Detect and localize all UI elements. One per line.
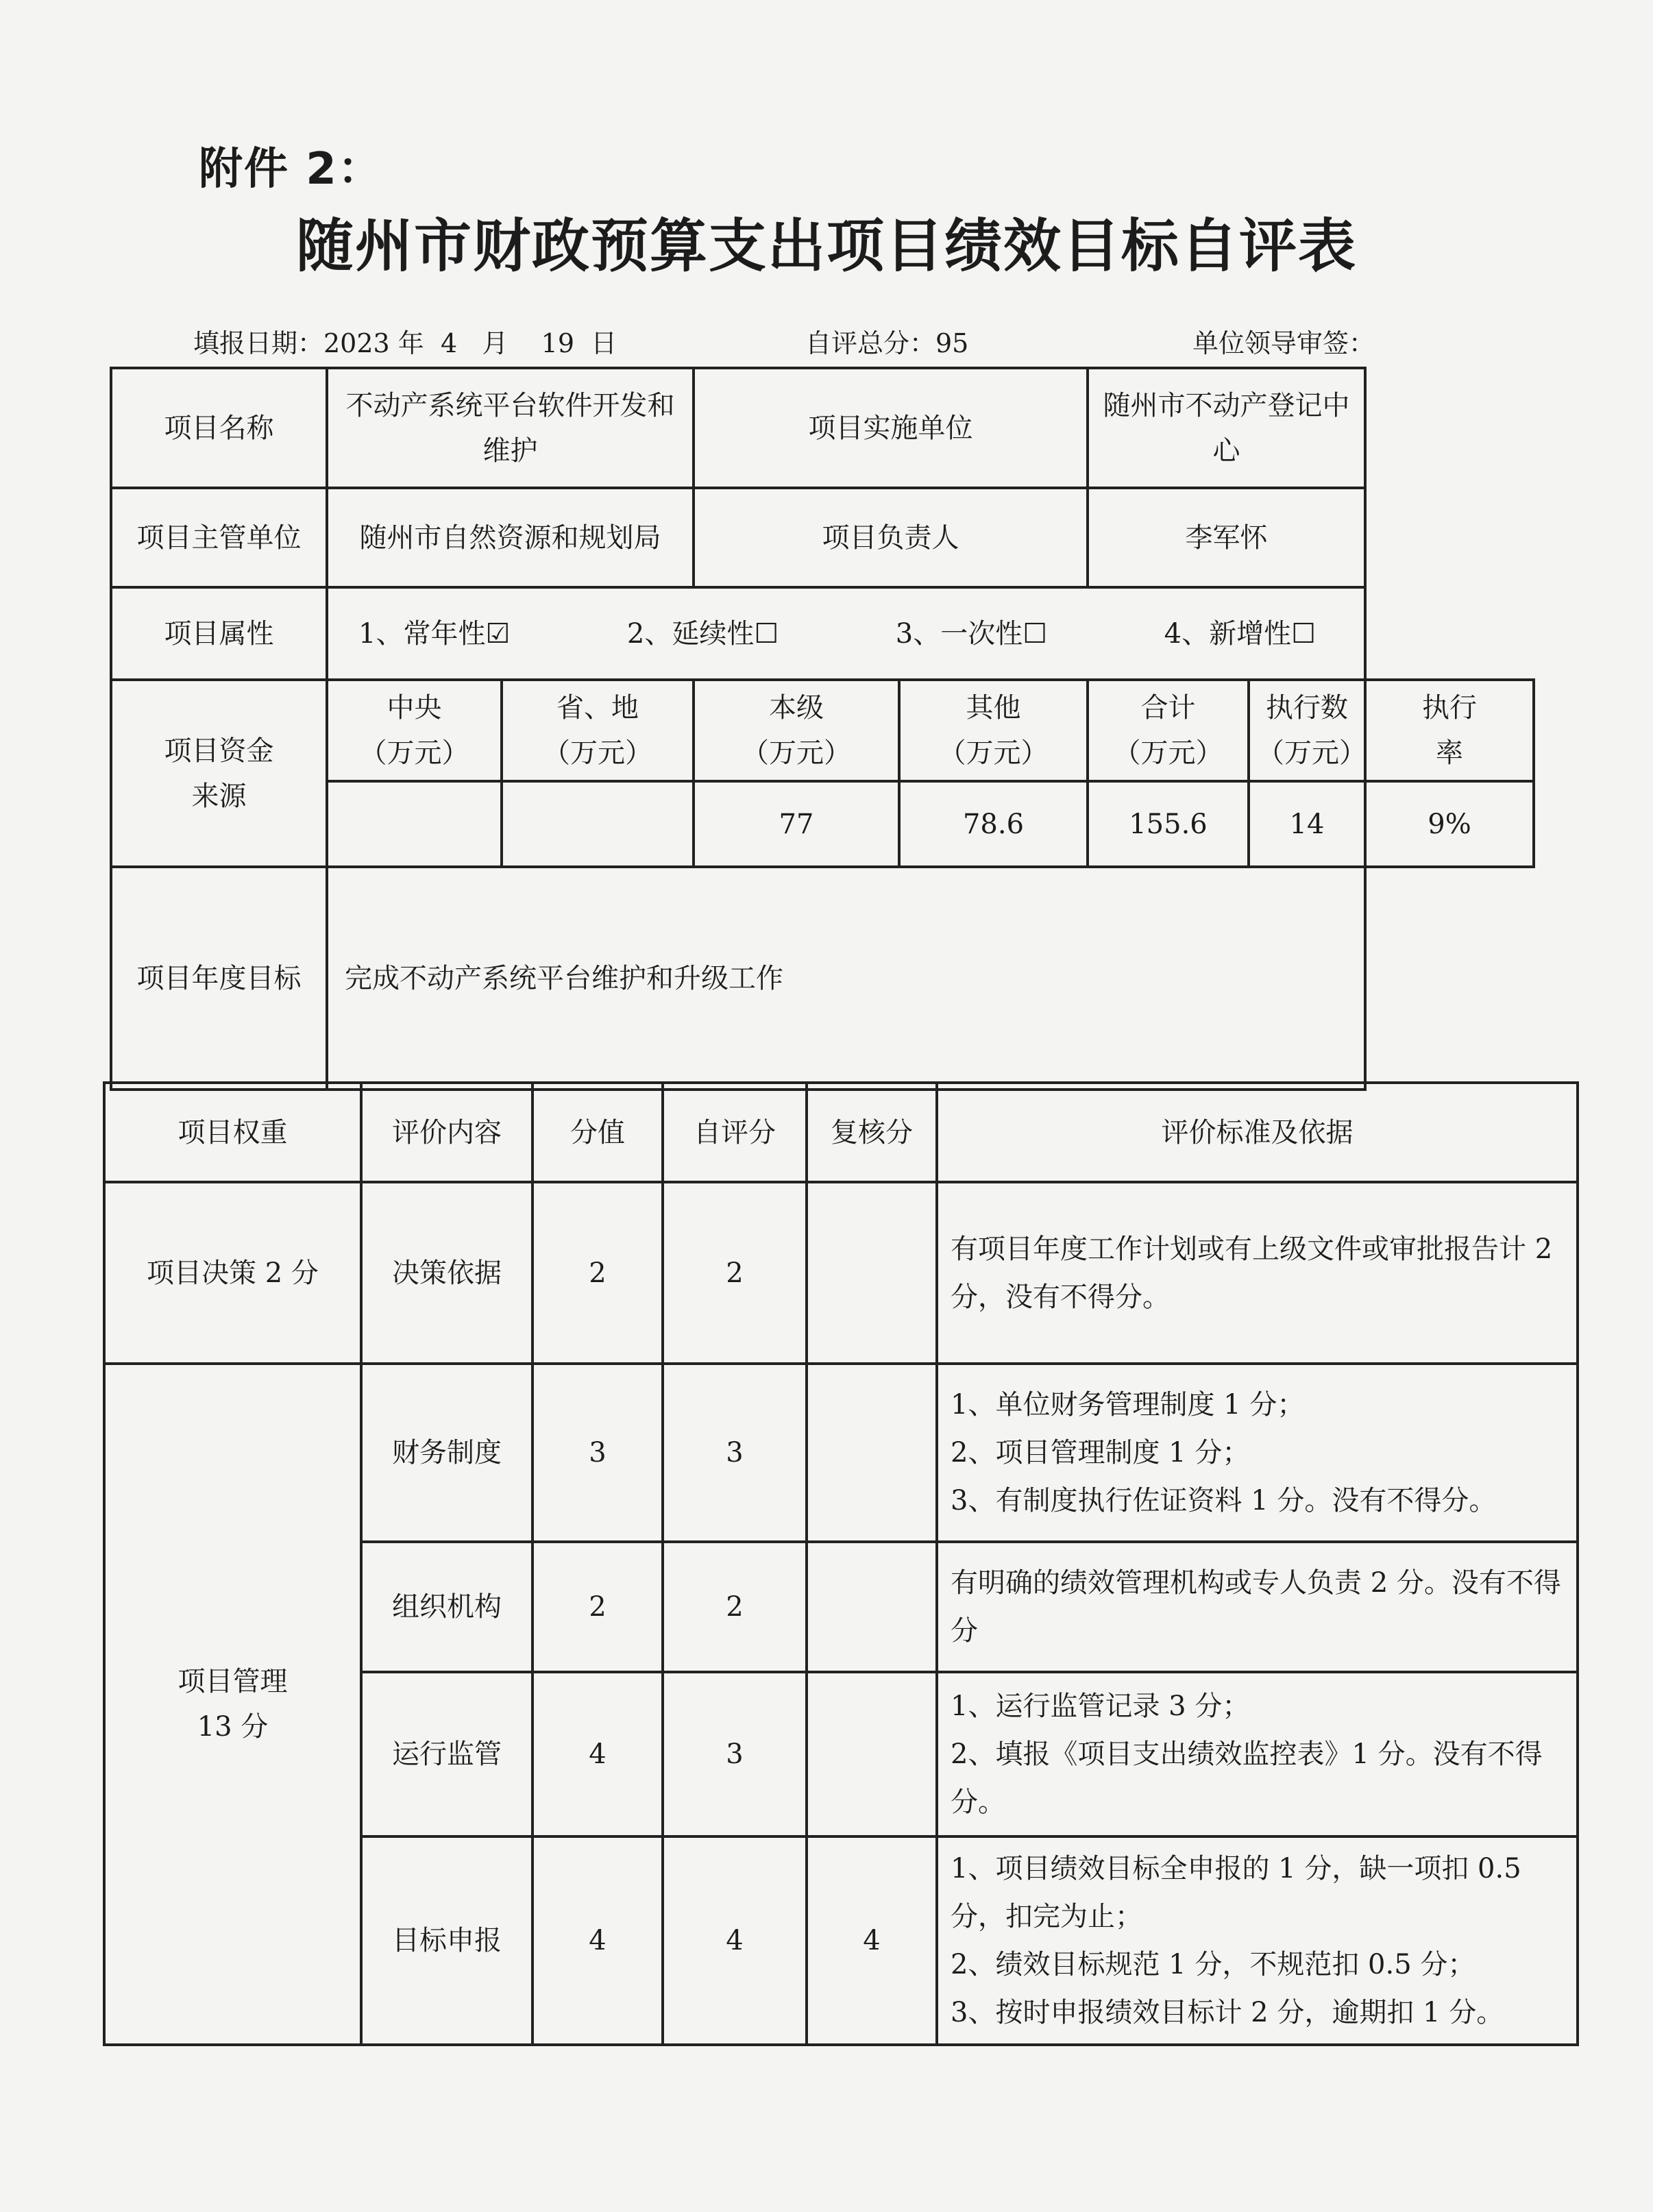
leader-signature-label: 单位领导审签： xyxy=(1192,328,1375,358)
fund-value-local: 77 xyxy=(694,781,899,867)
attribute-option: 1、常年性☑ xyxy=(358,617,511,650)
project-info-table xyxy=(110,367,1535,1091)
review-score-cell xyxy=(807,1364,937,1542)
fund-value-provincial xyxy=(502,781,694,867)
self-score-cell: 3 xyxy=(663,1672,807,1836)
content-cell: 组织机构 xyxy=(361,1542,532,1672)
attachment-label: 附件 2： xyxy=(199,144,383,195)
review-score-cell xyxy=(807,1542,937,1672)
total-score: 自评总分：95 xyxy=(805,328,969,358)
table-row xyxy=(104,1182,1578,1364)
header-review-score: 复核分 xyxy=(807,1083,937,1182)
impl-unit-label: 项目实施单位 xyxy=(694,368,1088,488)
fund-value-central xyxy=(327,781,502,867)
fund-header-executed: 执行数 （万元） xyxy=(1249,680,1365,781)
table-row xyxy=(111,368,1534,488)
score-cell: 4 xyxy=(532,1836,663,2045)
self-score-cell: 3 xyxy=(663,1364,807,1542)
fund-header-central: 中央 （万元） xyxy=(327,680,502,781)
criteria-cell: 1、单位财务管理制度 1 分； 2、项目管理制度 1 分； 3、有制度执行佐证资料 1 分。没有不得分。 xyxy=(937,1364,1578,1542)
criteria-cell: 1、运行监管记录 3 分； 2、填报《项目支出绩效监控表》1 分。没有不得分。 xyxy=(937,1672,1578,1836)
table-row xyxy=(104,1083,1578,1182)
review-score-cell: 4 xyxy=(807,1836,937,2045)
header-criteria: 评价标准及依据 xyxy=(937,1083,1578,1182)
fund-value-executed: 14 xyxy=(1249,781,1365,867)
content-cell: 决策依据 xyxy=(361,1182,532,1364)
table-row xyxy=(111,488,1534,587)
project-name-label: 项目名称 xyxy=(111,368,327,488)
fund-value-total: 155.6 xyxy=(1088,781,1249,867)
attribute-option: 2、延续性☐ xyxy=(626,617,779,650)
criteria-cell: 1、项目绩效目标全申报的 1 分，缺一项扣 0.5 分，扣完为止； 2、绩效目标规范 1 分，不规范扣 0.5 分； 3、按时申报绩效目标计 2 分，逾期扣 1 分。 xyxy=(937,1836,1578,2045)
attribute-label: 项目属性 xyxy=(111,587,327,680)
table-row xyxy=(104,1364,1578,1542)
fund-header-total: 合计 （万元） xyxy=(1088,680,1249,781)
fund-value-rate: 9% xyxy=(1365,781,1534,867)
fill-date: 填报日期：2023 年 4 月 19 日 xyxy=(193,328,617,358)
table-row xyxy=(111,680,1534,781)
annual-goal-label: 项目年度目标 xyxy=(111,867,327,1090)
supervisor-value: 随州市自然资源和规划局 xyxy=(327,488,694,587)
header-weight: 项目权重 xyxy=(104,1083,361,1182)
document-title: 随州市财政预算支出项目绩效目标自评表 xyxy=(295,212,1357,280)
fund-header-rate: 执行 率 xyxy=(1365,680,1534,781)
weight-decision: 项目决策 2 分 xyxy=(104,1182,361,1364)
project-name-value: 不动产系统平台软件开发和维护 xyxy=(327,368,694,488)
table-row xyxy=(111,867,1534,1090)
evaluation-table xyxy=(103,1081,1579,2046)
header-self-score: 自评分 xyxy=(663,1083,807,1182)
criteria-cell: 有明确的绩效管理机构或专人负责 2 分。没有不得分 xyxy=(937,1542,1578,1672)
score-cell: 4 xyxy=(532,1672,663,1836)
fund-value-other: 78.6 xyxy=(899,781,1088,867)
table-row xyxy=(111,587,1534,680)
review-score-cell xyxy=(807,1182,937,1364)
content-cell: 运行监管 xyxy=(361,1672,532,1836)
self-score-cell: 4 xyxy=(663,1836,807,2045)
fund-header-local: 本级 （万元） xyxy=(694,680,899,781)
weight-management: 项目管理 13 分 xyxy=(104,1364,361,2045)
leader-label: 项目负责人 xyxy=(694,488,1088,587)
review-score-cell xyxy=(807,1672,937,1836)
fund-header-provincial: 省、地 （万元） xyxy=(502,680,694,781)
header-score: 分值 xyxy=(532,1083,663,1182)
leader-value: 李军怀 xyxy=(1088,488,1365,587)
content-cell: 目标申报 xyxy=(361,1836,532,2045)
score-cell: 3 xyxy=(532,1364,663,1542)
criteria-cell: 有项目年度工作计划或有上级文件或审批报告计 2 分，没有不得分。 xyxy=(937,1182,1578,1364)
self-score-cell: 2 xyxy=(663,1542,807,1672)
attribute-options xyxy=(327,587,1365,680)
self-score-cell: 2 xyxy=(663,1182,807,1364)
score-cell: 2 xyxy=(532,1182,663,1364)
attribute-option: 4、新增性☐ xyxy=(1164,617,1316,650)
impl-unit-value: 随州市不动产登记中心 xyxy=(1088,368,1365,488)
annual-goal-value: 完成不动产系统平台维护和升级工作 xyxy=(327,867,1365,1090)
fund-header-other: 其他 （万元） xyxy=(899,680,1088,781)
attribute-option: 3、一次性☐ xyxy=(895,617,1048,650)
score-cell: 2 xyxy=(532,1542,663,1672)
supervisor-label: 项目主管单位 xyxy=(111,488,327,587)
header-content: 评价内容 xyxy=(361,1083,532,1182)
fund-source-label: 项目资金 来源 xyxy=(111,680,327,867)
content-cell: 财务制度 xyxy=(361,1364,532,1542)
